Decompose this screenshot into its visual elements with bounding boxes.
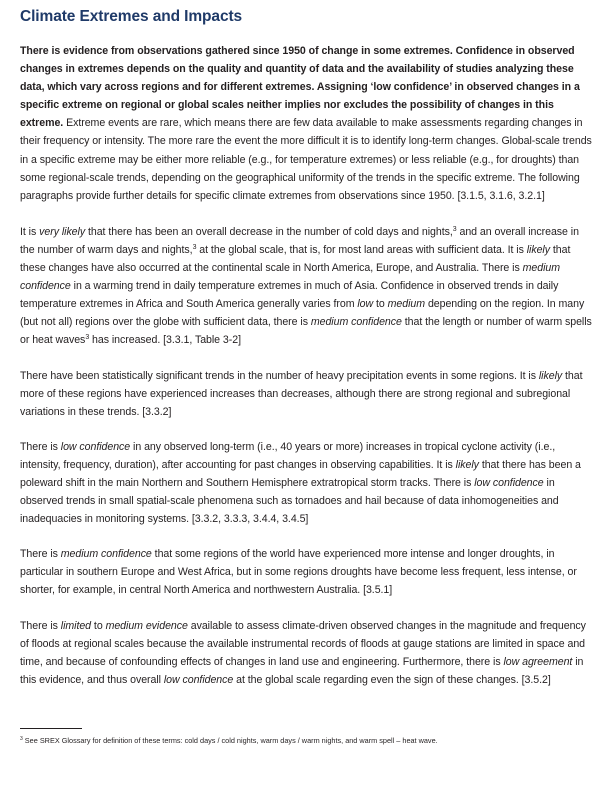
section-title: Climate Extremes and Impacts bbox=[20, 8, 243, 25]
paragraph-temperature-extremes: It is very likely that there has been an overall decrease in the number of cold days and nights,$^3$ and an overall increase in the number of warm days and nights,$^3$ at the global scale, that is, for most land areas with sufficient data. It is likely that these changes have also occurred at the continental scale in North America, Europe, and Australia. There is medium confidence in a warming trend in daily temperature extremes in much of Asia. Confidence in observed trends in daily temperature extremes in Africa and South America generally varies from low to medium depending on the region. In many (but not all) regions over the globe with sufficient data, there is medium confidence that the length or number of warm spells or heat waves$^3$ has increased. [3.3.1, Table 3-2] bbox=[20, 225, 592, 347]
bold-lead-statement: There is evidence from observations gathered since 1950 of change in some extremes. Confidence in observed changes in extremes depends on the quality and quantity of data and the availability of studies analyzing these data, which vary across regions and for different extremes. Assigning ‘low confidence’ in observed changes in a specific extreme on regional or global scales neither implies nor excludes the possibility of changes in this extreme. bbox=[20, 45, 580, 130]
paragraph-extremes-evidence: There is evidence from observations gathered since 1950 of change in some extremes. Confidence in observed changes in extremes depends on the quality and quantity of data and the availability of studies analyzing these data, which vary across regions and for different extremes. Assigning ‘low confidence’ in observed changes in a specific extreme on regional or global scales neither implies nor excludes the possibility of changes in this extreme. Extreme events are rare, which means there are few data available to make assessments regarding changes in their frequency or intensity. The more rare the event the more difficult it is to identify long-term changes. Global-scale trends in a specific extreme may be either more reliable (e.g., for temperature extremes) or less reliable (e.g., for droughts) than some regional-scale trends, depending on the geographical uniformity of the trends in the specific extreme. The following paragraphs provide further details for specific climate extremes from observations since 1950. [3.1.5, 3.1.6, 3.2.1] bbox=[20, 45, 592, 202]
footnote-ref[interactable]: 3 bbox=[192, 243, 197, 251]
paragraph-tropical-cyclones: There is low confidence in any observed long-term (i.e., 40 years or more) increases in tropical cyclone activity (i.e., intensity, frequency, duration), after accounting for past changes in observing capabilities. It is likely that there has been a poleward shift in the main Northern and Southern Hemisphere extratropical storm tracks. There is low confidence in observed trends in small spatial-scale phenomena such as tornadoes and hail because of data inhomogeneities and inadequacies in monitoring systems. [3.3.2, 3.3.3, 3.4.4, 3.4.5] bbox=[20, 440, 581, 526]
footnote-divider bbox=[20, 728, 82, 729]
footnote-ref[interactable]: 3 bbox=[452, 225, 457, 233]
footnote bbox=[20, 736, 590, 746]
paragraph-droughts: There is medium confidence that some regions of the world have experienced more intense and longer droughts, in particular in southern Europe and West Africa, but in some regions droughts have become less frequent, less intense, or shorter, for example, in central North America and northwestern Australia. [3.5.1] bbox=[20, 548, 577, 597]
paragraph-floods: There is limited to medium evidence available to assess climate-driven observed changes in the magnitude and frequency of floods at regional scales because the available instrumental records of floods at gauge stations are limited in space and time, and because of confounding effects of changes in land use and engineering. Furthermore, there is low agreement in this evidence, and thus overall low confidence at the global scale regarding even the sign of these changes. [3.5.2] bbox=[20, 619, 586, 686]
footnote-ref[interactable]: 3 bbox=[85, 334, 90, 342]
footnote-marker: 3 bbox=[20, 736, 23, 742]
body-text bbox=[20, 42, 594, 706]
footnote-text: See SREX Glossary for definition of these terms: cold days / cold nights, warm days / warm nights, and warm spell – heat wave. bbox=[22, 736, 438, 745]
paragraph-heavy-precipitation: There have been statistically significant trends in the number of heavy precipitation events in some regions. It is likely that more of these regions have experienced increases than decreases, although there are strong regional and subregional variations in these trends. [3.3.2] bbox=[20, 369, 583, 418]
